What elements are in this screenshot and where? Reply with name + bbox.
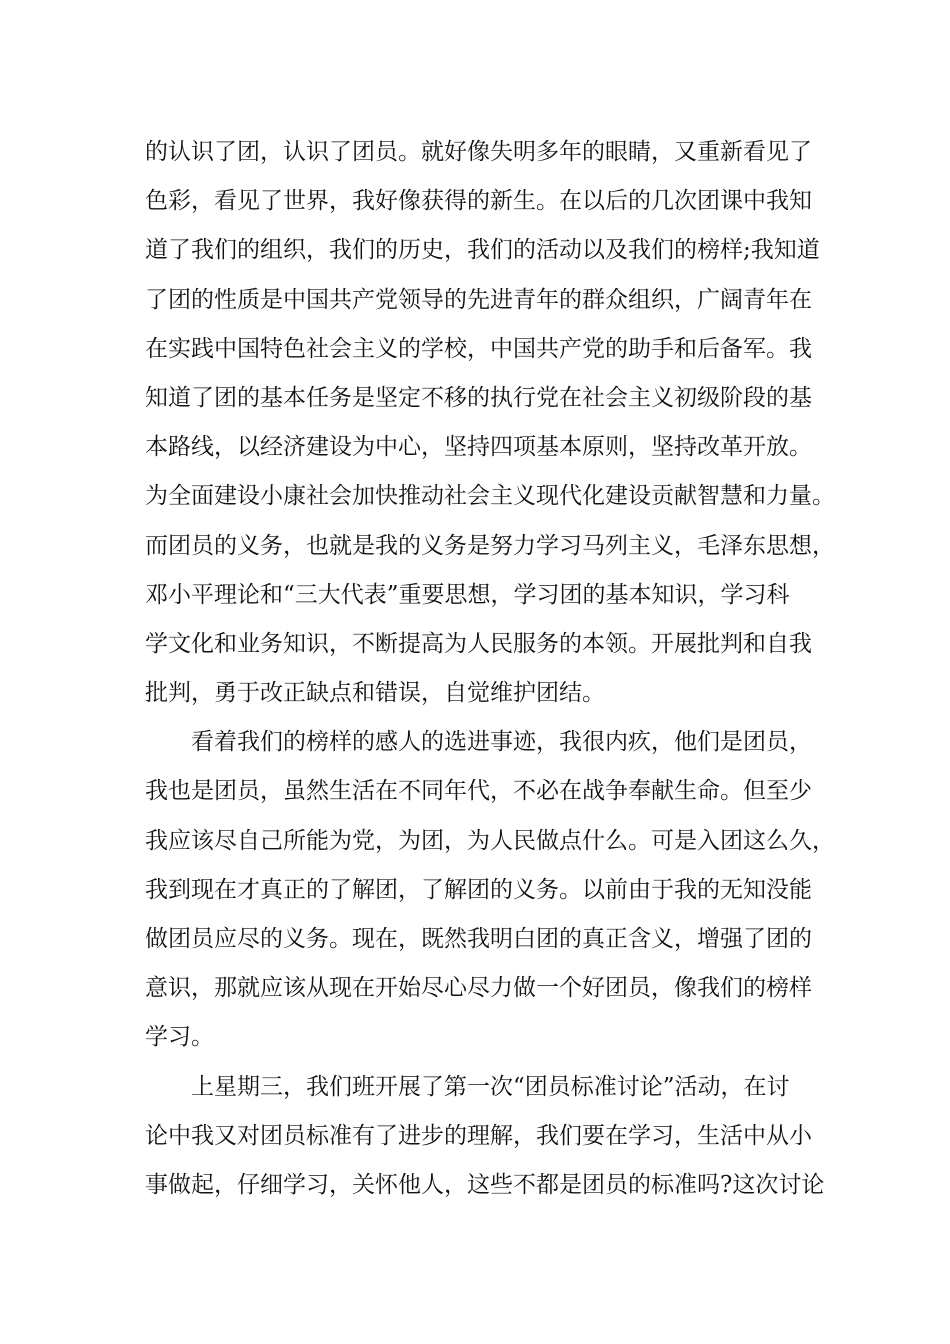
- text-line: 做团员应尽的义务。现在，既然我明白团的真正含义，增强了团的: [145, 926, 812, 952]
- text-line: 上星期三，我们班开展了第一次“团员标准讨论”活动，在讨: [191, 1073, 790, 1100]
- text-line: 我也是团员，虽然生活在不同年代，不必在战争奉献生命。但至少: [145, 778, 812, 805]
- text-line: 我应该尽自己所能为党，为团，为人民做点什么。可是入团这么久，: [145, 827, 835, 854]
- text-line: 了团的性质是中国共产党领导的先进青年的群众组织，广阔青年在: [145, 286, 812, 313]
- text-line: 色彩，看见了世界，我好像获得的新生。在以后的几次团课中我知: [145, 188, 812, 215]
- text-line: 批判，勇于改正缺点和错误，自觉维护团结。: [145, 680, 605, 707]
- text-line: 论中我又对团员标准有了进步的理解，我们要在学习，生活中从小: [145, 1122, 812, 1149]
- text-line: 我到现在才真正的了解团，了解团的义务。以前由于我的无知没能: [145, 876, 812, 903]
- text-line: 本路线，以经济建设为中心，坚持四项基本原则，坚持改革开放。: [145, 434, 812, 461]
- text-line: 的认识了团，认识了团员。就好像失明多年的眼睛，又重新看见了: [145, 139, 812, 165]
- text-line: 而团员的义务，也就是我的义务是努力学习马列主义，毛泽东思想，: [145, 532, 835, 559]
- text-line: 看着我们的榜样的感人的选进事迹，我很内疚，他们是团员，: [191, 729, 812, 756]
- text-line: 事做起，仔细学习，关怀他人，这些不都是团员的标准吗?这次讨论: [145, 1171, 825, 1198]
- text-line: 在实践中国特色社会主义的学校，中国共产党的助手和后备军。我: [145, 335, 812, 362]
- text-line: 学文化和业务知识，不断提高为人民服务的本领。开展批判和自我: [145, 630, 812, 657]
- text-line: 知道了团的基本任务是坚定不移的执行党在社会主义初级阶段的基: [145, 384, 812, 411]
- text-line: 学习。: [145, 1024, 214, 1051]
- text-line: 为全面建设小康社会加快推动社会主义现代化建设贡献智慧和力量。: [145, 483, 835, 510]
- text-line: 道了我们的组织，我们的历史，我们的活动以及我们的榜样;我知道: [145, 237, 820, 264]
- text-line: 邓小平理论和“三大代表”重要思想，学习团的基本知识，学习科: [145, 581, 790, 608]
- body-text: [145, 128, 835, 1210]
- text-line: 意识，那就应该从现在开始尽心尽力做一个好团员，像我们的榜样: [145, 975, 812, 1002]
